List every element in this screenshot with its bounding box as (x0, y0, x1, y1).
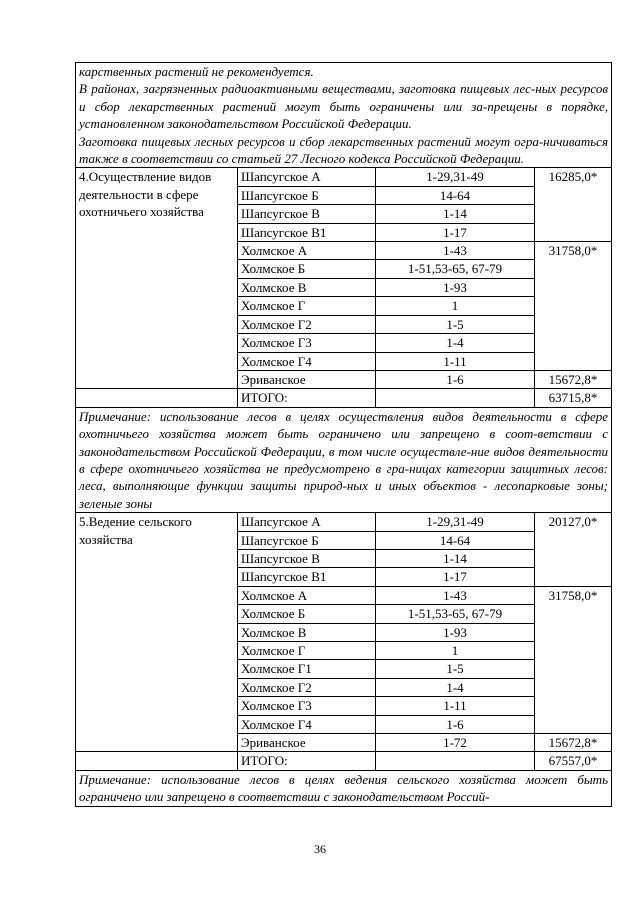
forestry-cell: Холмское Б (238, 605, 376, 623)
page-number: 36 (314, 842, 326, 856)
quarters-cell: 1-17 (376, 223, 535, 241)
area-cell: 16285,0* (535, 168, 612, 242)
quarters-cell: 1-72 (376, 734, 535, 752)
total-row (76, 389, 612, 407)
quarters-cell: 1-51,53-65, 67-79 (376, 260, 535, 278)
forestry-cell: Шапсугское А (238, 168, 376, 186)
quarters-cell: 1-29,31-49 (376, 168, 535, 186)
forestry-cell: Холмское А (238, 242, 376, 260)
total-label: ИТОГО: (238, 389, 376, 407)
forestry-cell: Эриванское (238, 734, 376, 752)
forestry-cell: Шапсугское В (238, 549, 376, 567)
total-row (76, 752, 612, 770)
empty-cell (76, 752, 238, 770)
quarters-cell: 1 (376, 642, 535, 660)
forestry-cell: Шапсугское Б (238, 531, 376, 549)
quarters-cell: 1-11 (376, 352, 535, 370)
empty-cell (76, 389, 238, 407)
area-cell: 20127,0* (535, 513, 612, 587)
note-bottom: Примечание: использование лесов в целях ведения сельского хозяйства может быть ограничено или запрещено в соответствии с законодательством Россий- (76, 770, 612, 806)
forestry-cell: Холмское Г4 (238, 715, 376, 733)
table-row (76, 513, 612, 531)
forestry-cell: Холмское Б (238, 260, 376, 278)
quarters-cell: 14-64 (376, 531, 535, 549)
forestry-cell: Холмское Г2 (238, 678, 376, 696)
note-middle: Примечание: использование лесов в целях осуществления видов деятельности в сфере охотничьего хозяйства может быть ограничено или запрещено в соот-ветствии с законодательством Российской Федерации, в том числе осуществле-ние видов деятельности в сфере охотничьего хозяйства не предусмотрено в гра-ницах категории защитных лесов: леса, выполняющие функции защиты природ-ных и иных объектов - лесопарковые зоны; зеленые зоны (76, 407, 612, 512)
forestry-cell: Холмское Г (238, 297, 376, 315)
forestry-cell: Холмское Г3 (238, 697, 376, 715)
forestry-cell: Шапсугское Б (238, 186, 376, 204)
quarters-cell: 1-43 (376, 586, 535, 604)
quarters-cell: 1-14 (376, 549, 535, 567)
forestry-cell: Холмское Г (238, 642, 376, 660)
quarters-cell: 1-14 (376, 205, 535, 223)
note-row-middle (76, 407, 612, 512)
forestry-cell: Холмское А (238, 586, 376, 604)
forestry-cell: Шапсугское А (238, 513, 376, 531)
note-top-line: В районах, загрязненных радиоактивными веществами, заготовка пищевых лес-ных ресурсов и сбор лекарственных растений могут быть ограничены или за-прещены в порядке, установленном законодательством Российской Федерации. (79, 81, 608, 132)
activity-cell: 4.Осуществление видов деятельности в сфере охотничьего хозяйства (76, 168, 238, 389)
quarters-cell: 1-29,31-49 (376, 513, 535, 531)
quarters-cell: 14-64 (376, 186, 535, 204)
note-top-line: Заготовка пищевых лесных ресурсов и сбор лекарственных растений могут огра-ничиваться также в соответствии со статьей 27 Лесного кодекса Российской Федерации. (79, 133, 608, 167)
quarters-cell: 1-6 (376, 715, 535, 733)
note-row-bottom (76, 770, 612, 806)
table-row (76, 168, 612, 186)
quarters-cell: 1-43 (376, 242, 535, 260)
forestry-cell: Шапсугское В (238, 205, 376, 223)
total-value: 67557,0* (535, 752, 612, 770)
forestry-cell: Холмское Г1 (238, 660, 376, 678)
forestry-cell: Холмское Г2 (238, 315, 376, 333)
quarters-cell: 1 (376, 297, 535, 315)
forestry-cell: Холмское В (238, 623, 376, 641)
forest-use-table (75, 62, 612, 807)
note-top-line: карственных растений не рекомендуется. (79, 64, 314, 79)
area-cell: 31758,0* (535, 586, 612, 733)
total-label: ИТОГО: (238, 752, 376, 770)
quarters-cell: 1-93 (376, 278, 535, 296)
forestry-cell: Эриванское (238, 370, 376, 388)
total-value: 63715,8* (535, 389, 612, 407)
quarters-cell: 1-4 (376, 678, 535, 696)
forestry-cell: Холмское Г4 (238, 352, 376, 370)
note-row-top (76, 63, 612, 168)
note-top (76, 63, 612, 168)
empty-cell (376, 389, 535, 407)
quarters-cell: 1-4 (376, 334, 535, 352)
quarters-cell: 1-51,53-65, 67-79 (376, 605, 535, 623)
forestry-cell: Холмское Г3 (238, 334, 376, 352)
area-cell: 31758,0* (535, 242, 612, 371)
quarters-cell: 1-17 (376, 568, 535, 586)
forestry-cell: Шапсугское В1 (238, 223, 376, 241)
quarters-cell: 1-11 (376, 697, 535, 715)
empty-cell (376, 752, 535, 770)
forestry-cell: Шапсугское В1 (238, 568, 376, 586)
forestry-cell: Холмское В (238, 278, 376, 296)
quarters-cell: 1-5 (376, 315, 535, 333)
area-cell: 15672,8* (535, 370, 612, 388)
area-cell: 15672,8* (535, 734, 612, 752)
quarters-cell: 1-93 (376, 623, 535, 641)
quarters-cell: 1-5 (376, 660, 535, 678)
quarters-cell: 1-6 (376, 370, 535, 388)
activity-cell: 5.Ведение сельского хозяйства (76, 513, 238, 752)
